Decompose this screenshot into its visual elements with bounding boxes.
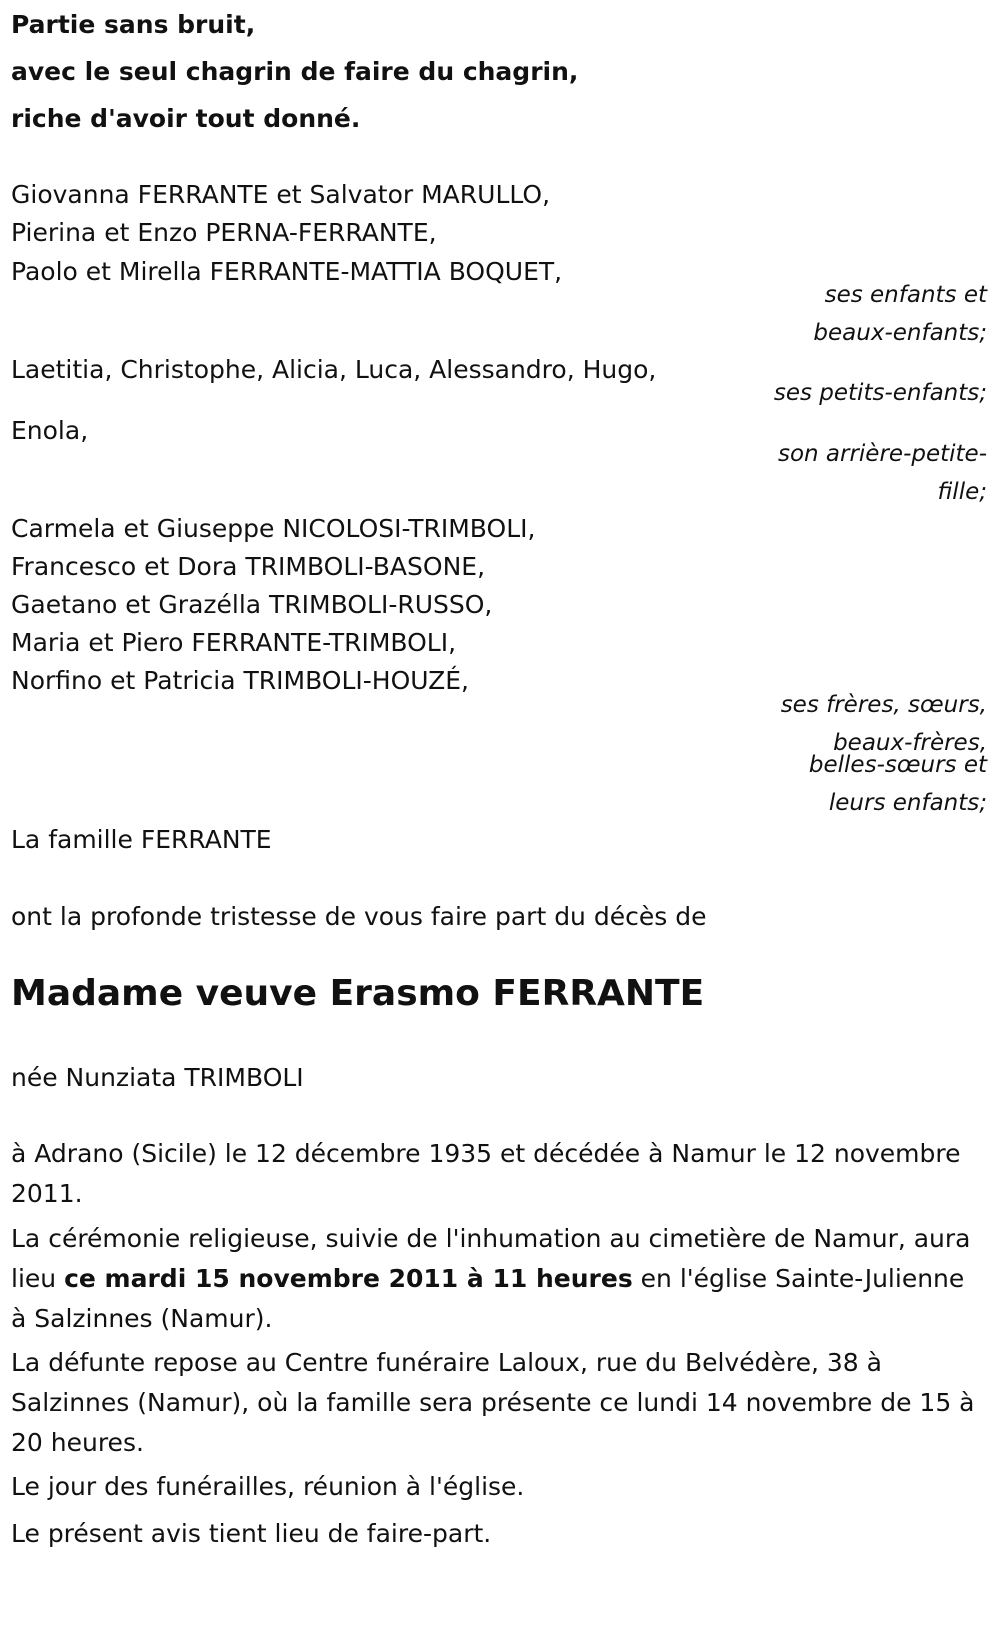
maiden-name: née Nunziata TRIMBOLI [11, 1063, 304, 1092]
grandchildren-names: Laetitia, Christophe, Alicia, Luca, Alessandro, Hugo, [11, 355, 657, 384]
deceased-name: Madame veuve Erasmo FERRANTE [11, 973, 705, 1014]
siblings-role-line-2: beaux-frères, [833, 730, 987, 756]
children-role-line-1: ses enfants et [824, 282, 987, 308]
ceremony-text-after: en l'église Sainte-Julienne à Salzinnes (Namur). [11, 1264, 965, 1333]
sibling-name-4: Maria et Piero FERRANTE-TRIMBOLI, [11, 628, 457, 657]
child-name-1: Giovanna FERRANTE et Salvator MARULLO, [11, 180, 551, 209]
repose-info: La défunte repose au Centre funéraire Laloux, rue du Belvédère, 38 à Salzinnes (Namur), où la famille sera présente ce lundi 14 novembre de 15 à 20 heures. [11, 1348, 975, 1457]
grandchildren-role: ses petits-enfants; [773, 380, 987, 406]
child-name-3: Paolo et Mirella FERRANTE-MATTIA BOQUET, [11, 257, 563, 286]
great-grandchild-name: Enola, [11, 416, 89, 445]
sibling-name-3: Gaetano et Grazélla TRIMBOLI-RUSSO, [11, 590, 493, 619]
siblings-role-line-4: leurs enfants; [828, 790, 987, 816]
children-role-line-2: beaux-enfants; [813, 320, 987, 346]
notice-line: Le présent avis tient lieu de faire-part. [11, 1519, 492, 1548]
intro-line-2: avec le seul chagrin de faire du chagrin, [11, 57, 579, 86]
sibling-name-1: Carmela et Giuseppe NICOLOSI-TRIMBOLI, [11, 514, 536, 543]
child-name-2: Pierina et Enzo PERNA-FERRANTE, [11, 218, 437, 247]
siblings-role-line-1: ses frères, sœurs, [780, 692, 987, 718]
funeral-day-info: Le jour des funérailles, réunion à l'église. [11, 1472, 525, 1501]
ceremony-info [11, 1219, 986, 1339]
announcement: ont la profonde tristesse de vous faire part du décès de [11, 902, 707, 931]
intro-line-3: riche d'avoir tout donné. [11, 104, 361, 133]
ceremony-text-before: La cérémonie religieuse, suivie de l'inhumation au cimetière de Namur, aura lieu [11, 1224, 971, 1293]
intro-line-1: Partie sans bruit, [11, 10, 256, 39]
birth-death-info: à Adrano (Sicile) le 12 décembre 1935 et décédée à Namur le 12 novembre 2011. [11, 1139, 961, 1208]
siblings-role-line-3: belles-sœurs et [808, 752, 987, 778]
sibling-name-2: Francesco et Dora TRIMBOLI-BASONE, [11, 552, 486, 581]
great-grandchild-role-line-1: son arrière-petite- [777, 441, 987, 467]
great-grandchild-role-line-2: fille; [937, 479, 987, 505]
ceremony-date-time: ce mardi 15 novembre 2011 à 11 heures [64, 1264, 633, 1293]
family-line: La famille FERRANTE [11, 825, 272, 854]
sibling-name-5: Norfino et Patricia TRIMBOLI-HOUZÉ, [11, 666, 469, 695]
